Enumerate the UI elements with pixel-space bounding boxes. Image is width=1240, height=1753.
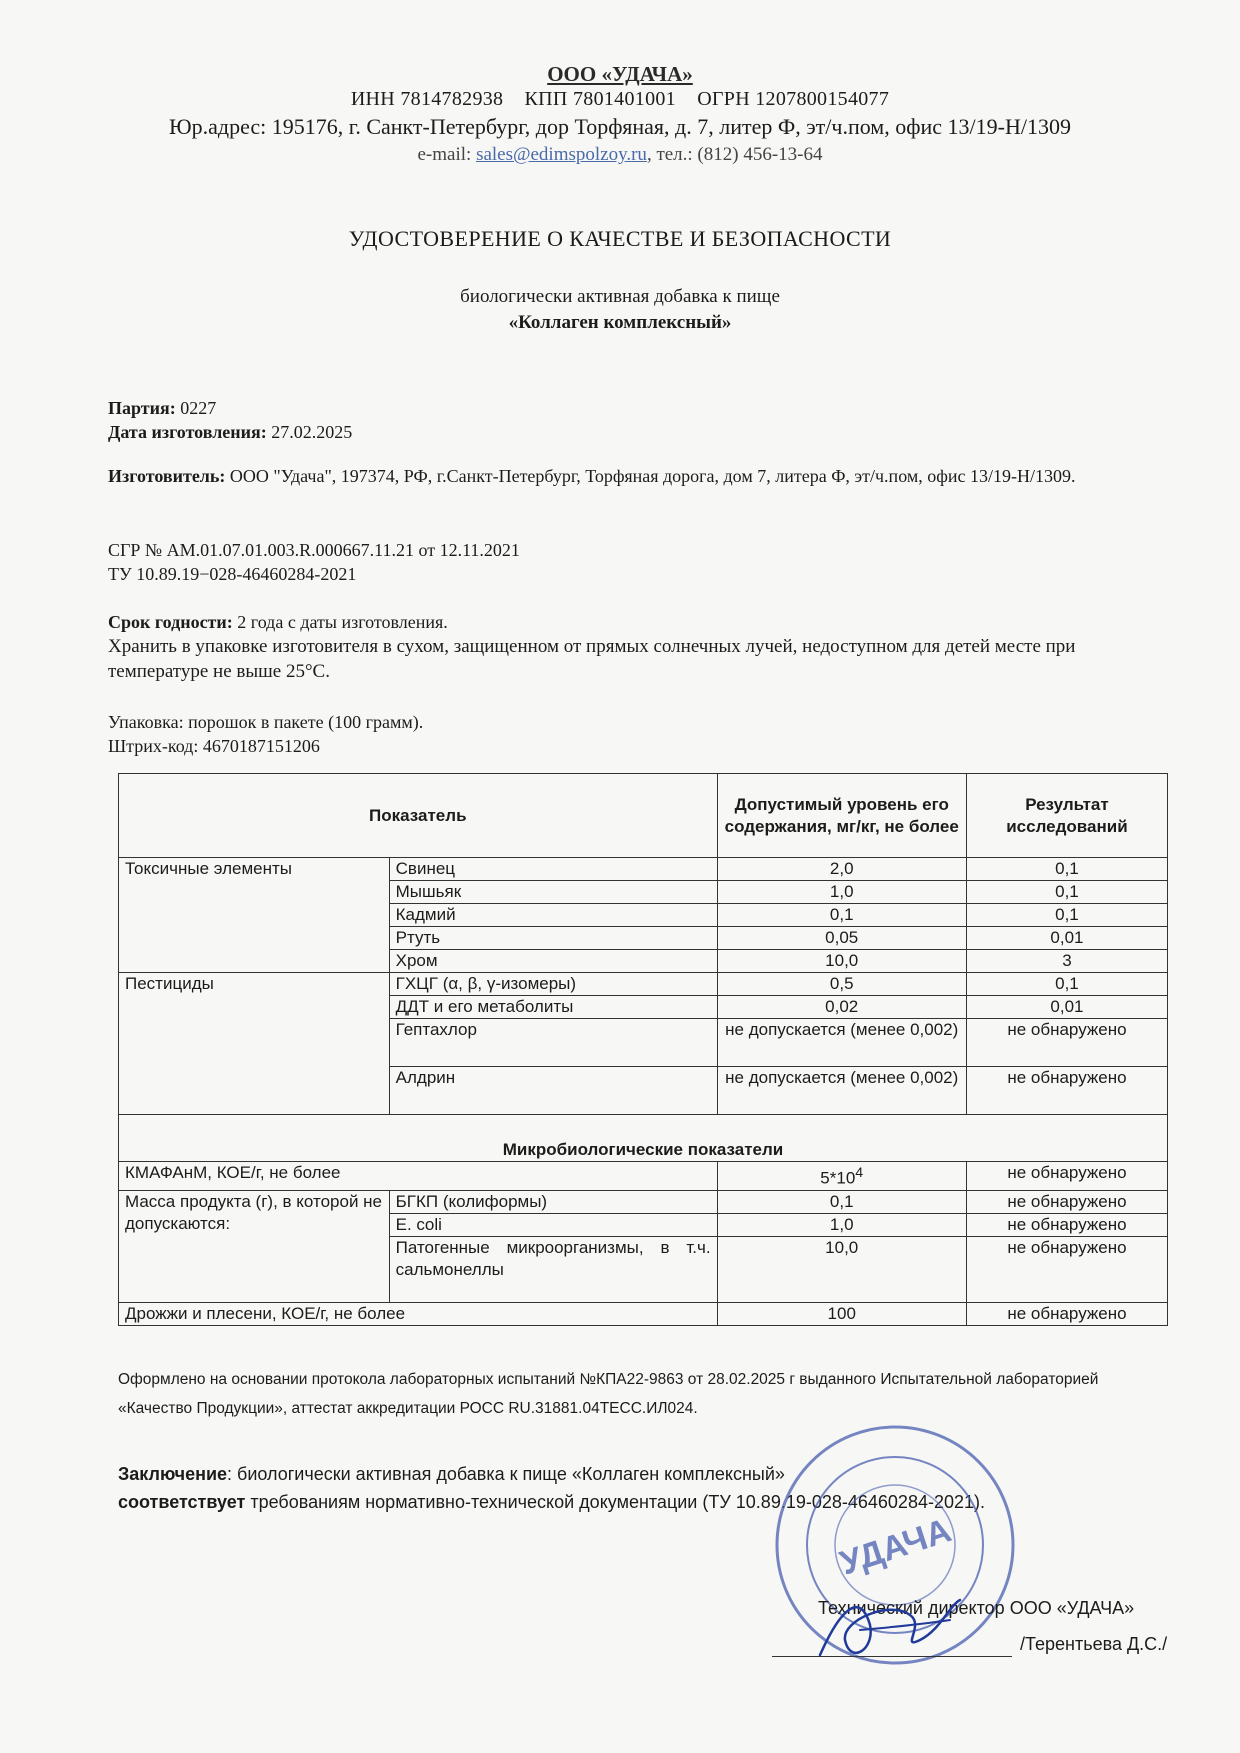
protocol-basis: Оформлено на основании протокола лабораторных испытаний №КПА22-9863 от 28.02.2025 г выданного Испытательной лабораторией «Качество Продукции», аттестат аккредитации РОСС RU.31881.04ТЕСС.ИЛ024. (118, 1371, 1099, 1417)
row-allowed: 1,0 (717, 1213, 966, 1236)
tu-line: ТУ 10.89.19−028-46460284-2021 (108, 564, 357, 584)
header-indicator: Показатель (119, 774, 718, 858)
micro-section-title: Микробиологические показатели (119, 1115, 1168, 1162)
group-pesticides: Пестициды (119, 973, 390, 1115)
company-name: ООО «УДАЧА» (547, 62, 693, 86)
shelf-life-line (108, 612, 448, 633)
row-name: Патогенные микроорганизмы, в т.ч. сальмонеллы (389, 1236, 717, 1302)
kpp: КПП 7801401001 (524, 88, 676, 110)
row-result: не обнаружено (966, 1190, 1167, 1213)
row-name: Алдрин (389, 1067, 717, 1115)
group-toxic: Токсичные элементы (119, 858, 390, 973)
row-allowed: 0,5 (717, 973, 966, 996)
conclusion-text-2: требованиям нормативно-технической документации (ТУ 10.89.19-028-46460284-2021). (245, 1492, 985, 1512)
header-result: Результат исследований (966, 774, 1167, 858)
manufacturer-label: Изготовитель: (108, 466, 226, 486)
table-row (119, 1302, 1168, 1325)
row-name: КМАФАнМ, КОЕ/г, не более (119, 1162, 718, 1191)
shelf-life-value: 2 года с даты изготовления. (232, 612, 448, 632)
row-result: 0,1 (966, 858, 1167, 881)
sgr-line: СГР № AM.01.07.01.003.R.000667.11.21 от 12.11.2021 (108, 540, 520, 560)
table-header-row (119, 774, 1168, 858)
manufactured-label: Дата изготовления: (108, 422, 267, 442)
row-result: 3 (966, 950, 1167, 973)
row-name: ДДТ и его метаболиты (389, 996, 717, 1019)
row-name: Хром (389, 950, 717, 973)
row-name: Дрожжи и плесени, КОЕ/г, не более (119, 1302, 718, 1325)
row-name: E. coli (389, 1213, 717, 1236)
allowed-exponent: 4 (855, 1165, 864, 1181)
email-label: e-mail: (417, 144, 472, 165)
document-title: УДОСТОВЕРЕНИЕ О КАЧЕСТВЕ И БЕЗОПАСНОСТИ (348, 226, 892, 251)
row-result: 0,01 (966, 927, 1167, 950)
row-name: ГХЦГ (α, β, γ-изомеры) (389, 973, 717, 996)
row-allowed: 10,0 (717, 1236, 966, 1302)
row-allowed: не допускается (менее 0,002) (717, 1067, 966, 1115)
conclusion-label: Заключение (118, 1464, 228, 1484)
row-result: 0,1 (966, 904, 1167, 927)
signatory-title: Технический директор ООО «УДАЧА» (818, 1598, 1135, 1618)
row-result: не обнаружено (966, 1213, 1167, 1236)
allowed-base: 5*10 (820, 1168, 856, 1188)
row-result: 0,01 (966, 996, 1167, 1019)
product-name: «Коллаген комплексный» (508, 312, 732, 333)
signatory-name: /Терентьева Д.С./ (1020, 1634, 1168, 1654)
handwritten-signature (800, 1570, 980, 1680)
row-allowed (717, 1162, 966, 1191)
row-result: не обнаружено (966, 1067, 1167, 1115)
manufactured-value: 27.02.2025 (266, 422, 353, 442)
row-allowed: 1,0 (717, 881, 966, 904)
row-name: Ртуть (389, 927, 717, 950)
document-subtitle: биологически активная добавка к пище (460, 286, 780, 307)
batch-line (108, 398, 216, 419)
email-link[interactable]: sales@edimspolzoy.ru (476, 144, 647, 165)
header-allowed: Допустимый уровень его содержания, мг/кг, не более (717, 774, 966, 858)
stamp-text: УДАЧА (835, 1511, 956, 1583)
quality-table (118, 773, 1168, 1326)
table-row (119, 1190, 1168, 1213)
legal-address: Юр.адрес: 195176, г. Санкт-Петербург, дор Торфяная, д. 7, литер Ф, эт/ч.пом, офис 13/19-Н/1309 (169, 114, 1071, 139)
group-mass: Масса продукта (г), в которой не допускаются: (119, 1190, 390, 1302)
row-allowed: не допускается (менее 0,002) (717, 1019, 966, 1067)
conclusion-verdict: соответствует (118, 1492, 246, 1512)
batch-value: 0227 (175, 398, 217, 418)
barcode-line: Штрих-код: 4670187151206 (108, 736, 320, 756)
micro-section-row (119, 1115, 1168, 1162)
inn: ИНН 7814782938 (350, 88, 504, 110)
packaging-line: Упаковка: порошок в пакете (100 грамм). (108, 712, 424, 732)
row-name: Мышьяк (389, 881, 717, 904)
batch-label: Партия: (108, 398, 176, 418)
table-row (119, 858, 1168, 881)
phone: , тел.: (812) 456-13-64 (646, 144, 823, 165)
row-result: 0,1 (966, 881, 1167, 904)
row-result: не обнаружено (966, 1236, 1167, 1302)
table-row (119, 973, 1168, 996)
row-name: Кадмий (389, 904, 717, 927)
row-result: не обнаружено (966, 1162, 1167, 1191)
ogrn: ОГРН 1207800154077 (697, 88, 890, 110)
contact-line (0, 144, 1240, 166)
table-row (119, 1162, 1168, 1191)
row-allowed: 2,0 (717, 858, 966, 881)
row-allowed: 10,0 (717, 950, 966, 973)
manufacturer-line (108, 464, 1138, 489)
row-result: не обнаружено (966, 1019, 1167, 1067)
row-allowed: 0,05 (717, 927, 966, 950)
conclusion-text: : биологически активная добавка к пище «Коллаген комплексный» (227, 1464, 785, 1484)
row-name: Гептахлор (389, 1019, 717, 1067)
storage-conditions: Хранить в упаковке изготовителя в сухом, защищенном от прямых солнечных лучей, недоступном для детей месте при температуре не выше 25°С. (108, 636, 1076, 682)
row-allowed: 0,02 (717, 996, 966, 1019)
row-name: Свинец (389, 858, 717, 881)
row-name: БГКП (колиформы) (389, 1190, 717, 1213)
row-allowed: 100 (717, 1302, 966, 1325)
row-allowed: 0,1 (717, 904, 966, 927)
row-result: не обнаружено (966, 1302, 1167, 1325)
manufactured-line (108, 422, 352, 443)
row-allowed: 0,1 (717, 1190, 966, 1213)
row-result: 0,1 (966, 973, 1167, 996)
shelf-life-label: Срок годности: (108, 612, 233, 632)
company-requisites (0, 88, 1240, 111)
manufacturer-value: ООО "Удача", 197374, РФ, г.Санкт-Петербург, Торфяная дорога, дом 7, литера Ф, эт/ч.пом, офис 13/19-Н/1309. (225, 466, 1076, 486)
